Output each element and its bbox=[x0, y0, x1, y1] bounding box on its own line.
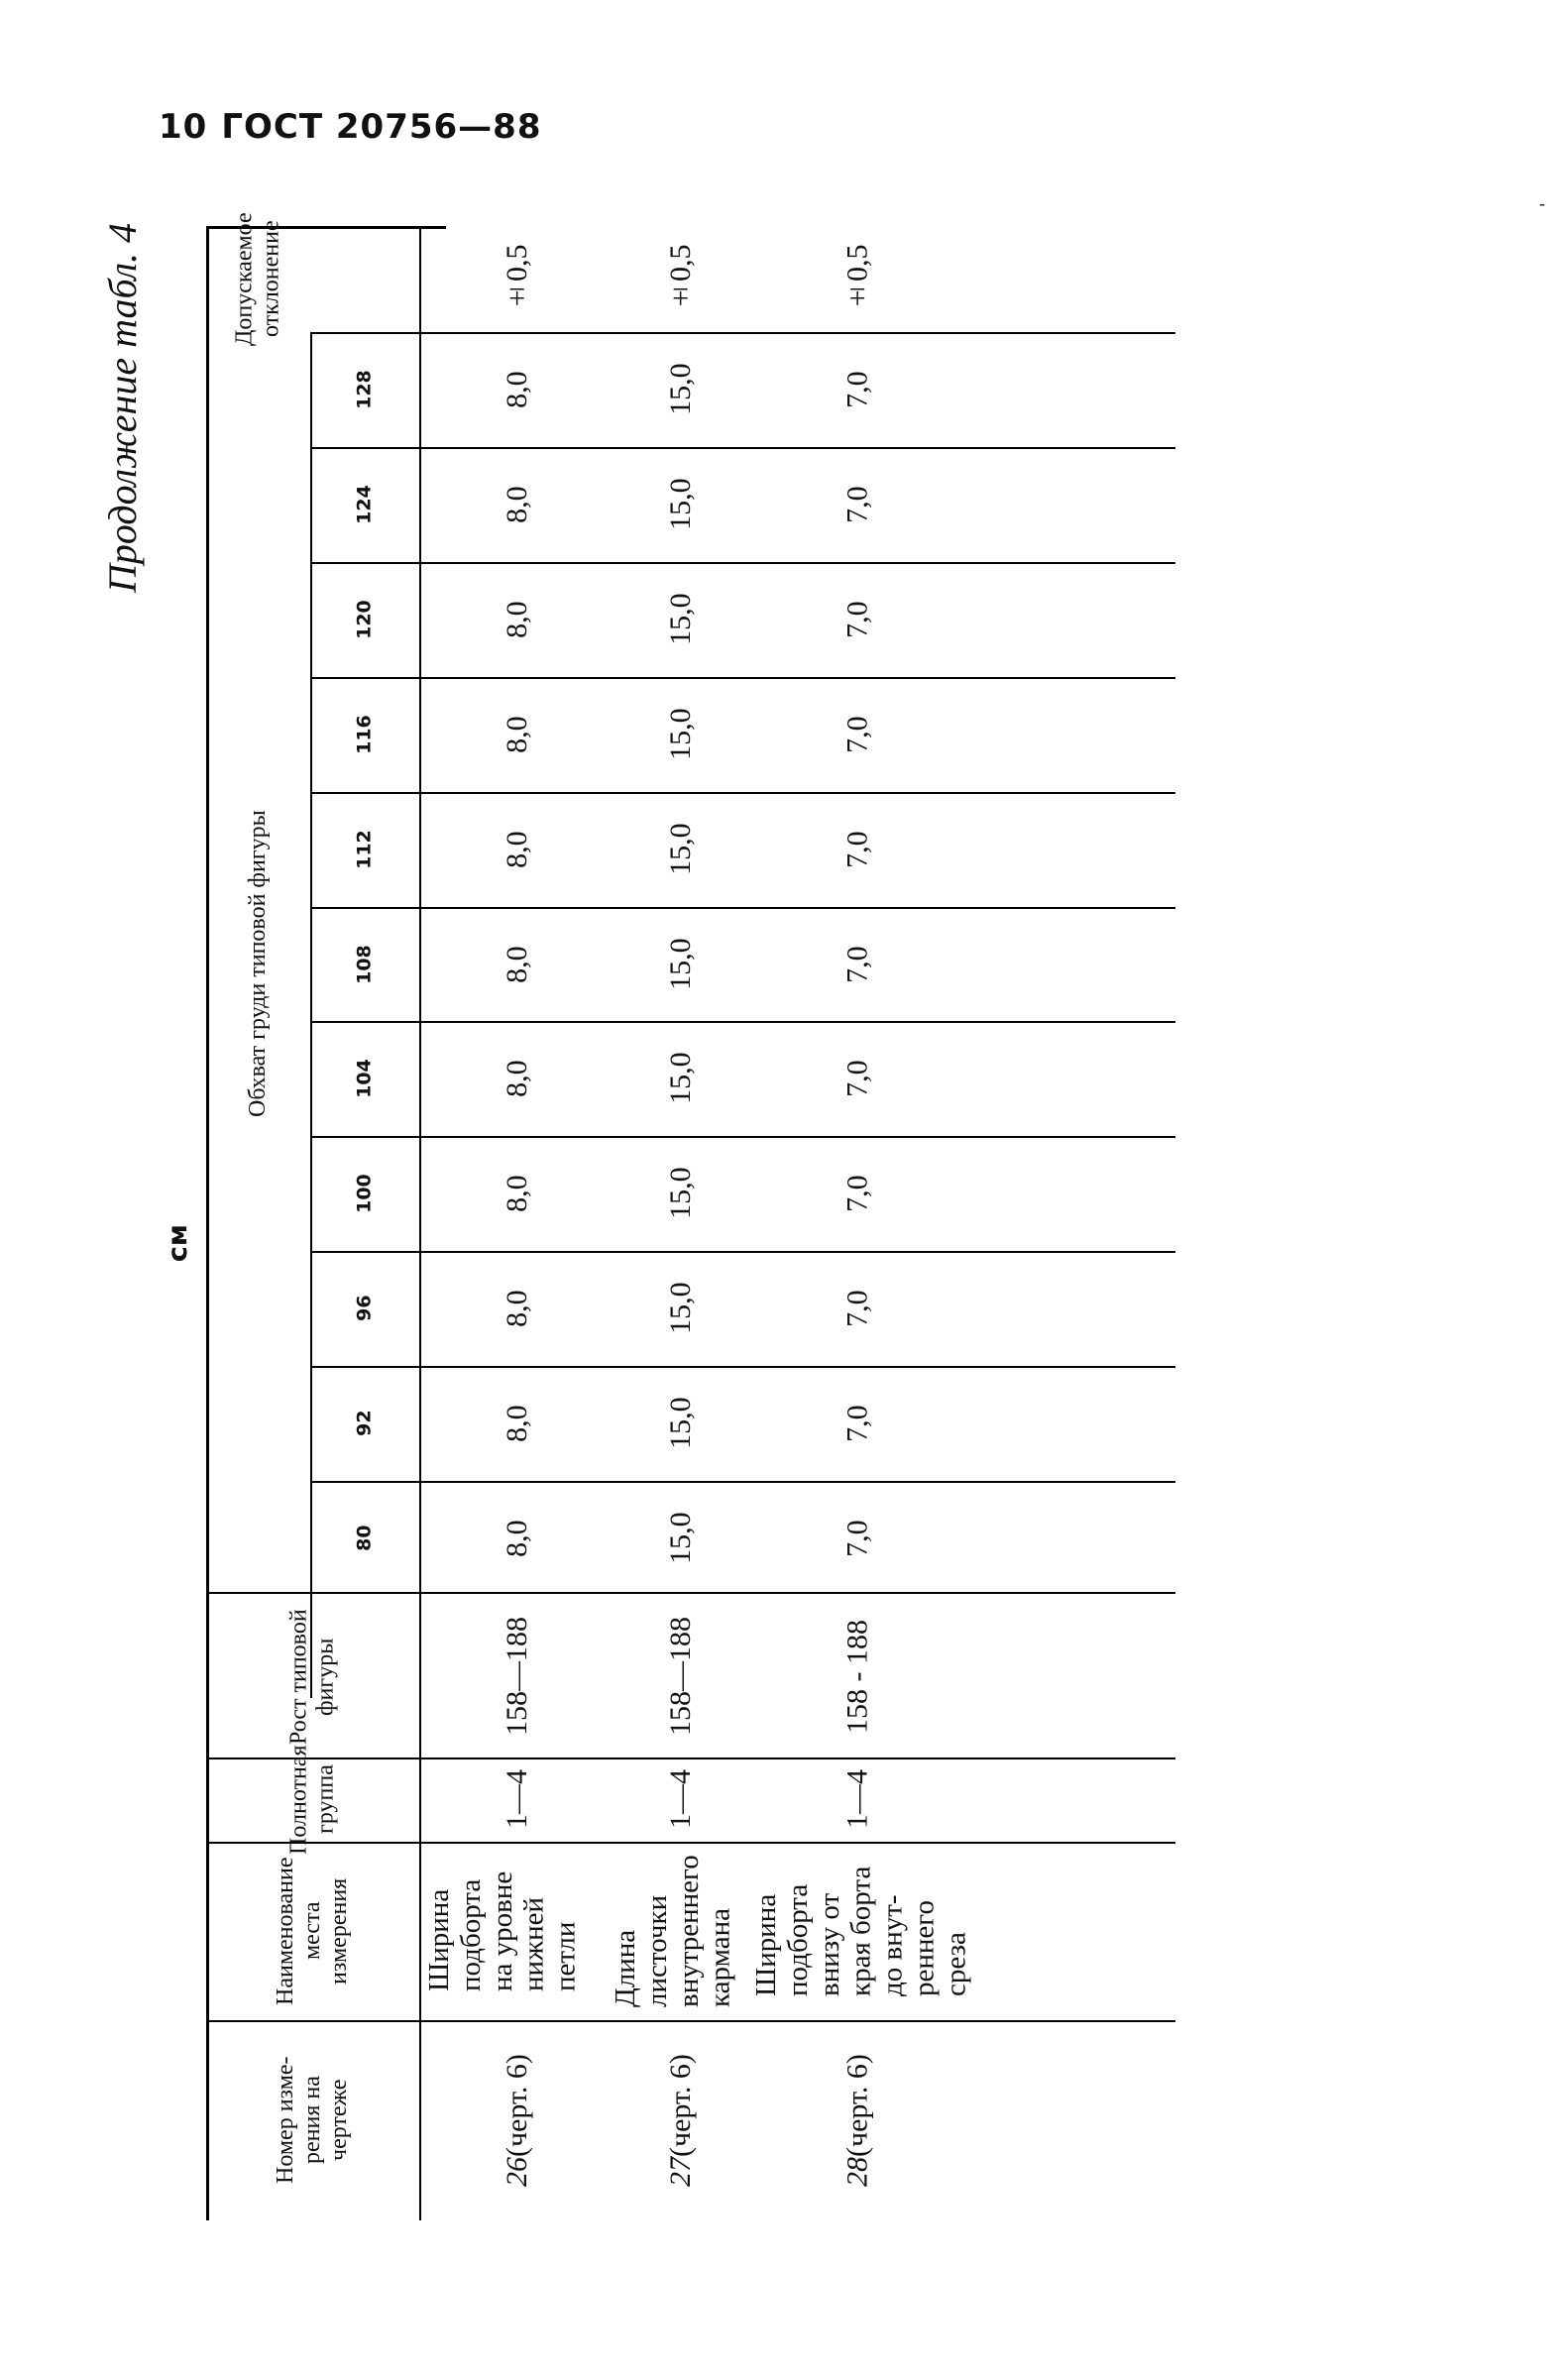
value-cell: 8,0 bbox=[501, 1520, 534, 1557]
measure-name-text: Ширина подборта на уровне нижней петли bbox=[423, 1870, 582, 1991]
group-cell: 1—4 bbox=[664, 1769, 698, 1830]
standard-code: ГОСТ 20756—88 bbox=[221, 107, 542, 147]
chest-size-header: 108 bbox=[353, 944, 376, 984]
measure-name-text: Ширина подборта внизу от края борта до внут- реннего среза bbox=[750, 1866, 972, 1996]
header-fullness-group: Полнотная группа bbox=[285, 1745, 339, 1855]
value-cell: 8,0 bbox=[501, 486, 534, 523]
value-cell: 7,0 bbox=[840, 1520, 874, 1557]
tolerance-cell: ±0,5 bbox=[840, 244, 874, 314]
measurement-table bbox=[206, 212, 1175, 2220]
value-cell: 7,0 bbox=[840, 1290, 874, 1327]
measure-no-cell bbox=[424, 2020, 611, 2220]
chest-size-header: 96 bbox=[353, 1296, 376, 1322]
value-cell: 15,0 bbox=[664, 938, 698, 990]
value-cell: 7,0 bbox=[840, 945, 874, 983]
page-number: 10 bbox=[159, 107, 208, 147]
stray-mark: - bbox=[1539, 193, 1545, 213]
value-cell: 15,0 bbox=[664, 708, 698, 760]
value-cell: 15,0 bbox=[664, 478, 698, 531]
value-cell: 8,0 bbox=[501, 945, 534, 983]
chest-size-header: 112 bbox=[353, 829, 376, 869]
header-body-vline bbox=[419, 226, 421, 2220]
value-cell: 8,0 bbox=[501, 715, 534, 753]
measure-name-cell bbox=[611, 1842, 751, 2020]
header-measure-name: Наименование места измерения bbox=[273, 1857, 352, 2005]
value-cell: 7,0 bbox=[840, 486, 874, 523]
chest-size-header: 124 bbox=[353, 485, 376, 524]
measure-no: 27 bbox=[664, 2156, 698, 2187]
measure-no-cell bbox=[751, 2020, 964, 2220]
value-cell: 7,0 bbox=[840, 1175, 874, 1213]
drawing-ref: (черт. 6) bbox=[501, 2054, 534, 2157]
measure-name-cell bbox=[424, 1842, 611, 2020]
group-cell: 1—4 bbox=[501, 1769, 534, 1830]
height-cell: 158—188 bbox=[501, 1617, 534, 1737]
tolerance-cell: ±0,5 bbox=[664, 244, 698, 314]
drawing-ref: (черт. 6) bbox=[664, 2054, 698, 2157]
value-cell: 8,0 bbox=[501, 1290, 534, 1327]
chest-size-header: 120 bbox=[353, 599, 376, 639]
tolerance-cell: ±0,5 bbox=[501, 244, 534, 314]
value-cell: 8,0 bbox=[501, 1060, 534, 1098]
value-cell: 15,0 bbox=[664, 1397, 698, 1450]
value-cell: 7,0 bbox=[840, 1060, 874, 1098]
height-cell: 158 - 188 bbox=[840, 1620, 874, 1734]
value-cell: 15,0 bbox=[664, 1282, 698, 1335]
chest-size-header: 100 bbox=[353, 1174, 376, 1214]
measure-no-cell bbox=[611, 2020, 751, 2220]
value-cell: 15,0 bbox=[664, 1053, 698, 1105]
chest-size-header: 80 bbox=[353, 1525, 376, 1552]
value-cell: 7,0 bbox=[840, 1405, 874, 1442]
height-cell: 158—188 bbox=[664, 1617, 698, 1737]
header-tolerance: Допускаемое отклонение bbox=[231, 212, 284, 346]
value-cell: 8,0 bbox=[501, 371, 534, 408]
value-cell: 15,0 bbox=[664, 823, 698, 875]
page-header bbox=[159, 107, 541, 147]
chest-size-header: 92 bbox=[353, 1410, 376, 1437]
header-measure-no: Номер изме- рения на чертеже bbox=[273, 2056, 352, 2185]
value-cell: 7,0 bbox=[840, 715, 874, 753]
chest-size-header: 128 bbox=[353, 370, 376, 409]
value-cell: 8,0 bbox=[501, 830, 534, 868]
measure-name-cell bbox=[750, 1842, 972, 2020]
unit-label: см bbox=[163, 1224, 193, 1263]
group-cell: 1—4 bbox=[840, 1769, 874, 1830]
header-chest-group: Обхват груди типовой фигуры bbox=[245, 810, 272, 1118]
chest-size-header: 116 bbox=[353, 714, 376, 754]
value-cell: 7,0 bbox=[840, 371, 874, 408]
drawing-ref: (черт. 6) bbox=[840, 2054, 874, 2157]
header-height: Рост типовой фигуры bbox=[285, 1609, 339, 1745]
measure-no: 26 bbox=[501, 2156, 534, 2187]
value-cell: 8,0 bbox=[501, 601, 534, 638]
value-cell: 15,0 bbox=[664, 1168, 698, 1220]
value-cell: 15,0 bbox=[664, 1512, 698, 1565]
value-cell: 15,0 bbox=[664, 363, 698, 416]
value-cell: 15,0 bbox=[664, 593, 698, 646]
table-caption: Продолжение табл. 4 bbox=[100, 223, 145, 594]
value-cell: 8,0 bbox=[501, 1405, 534, 1442]
value-cell: 7,0 bbox=[840, 830, 874, 868]
measure-name-text: Длина листочки внутреннего кармана bbox=[610, 1855, 736, 2007]
measure-no: 28 bbox=[840, 2156, 874, 2187]
value-cell: 7,0 bbox=[840, 601, 874, 638]
chest-size-header: 104 bbox=[353, 1059, 376, 1099]
value-cell: 8,0 bbox=[501, 1175, 534, 1213]
